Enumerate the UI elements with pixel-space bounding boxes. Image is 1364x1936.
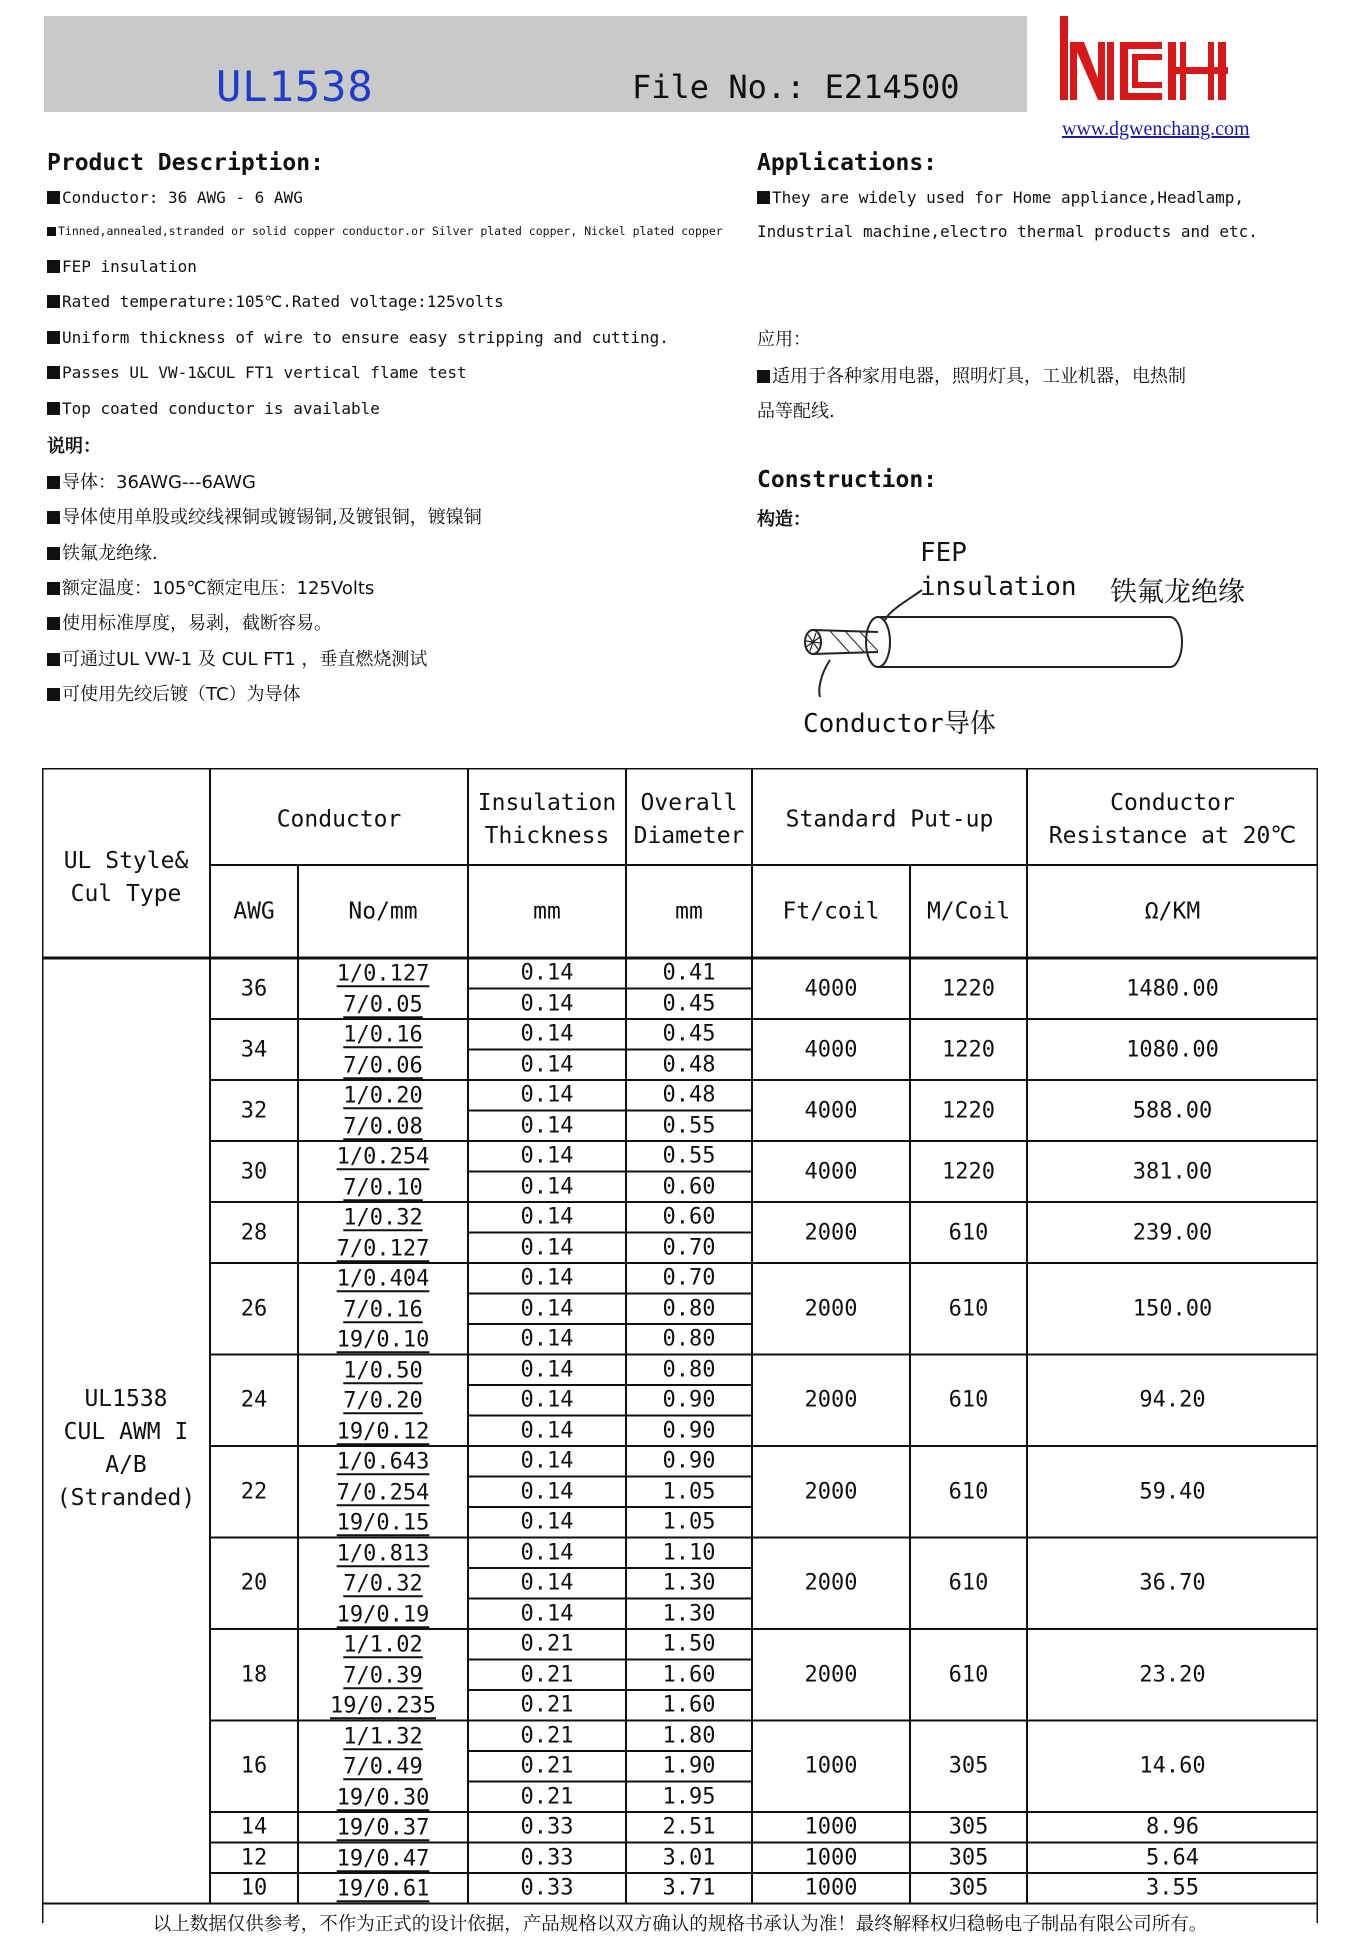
ul-style-label: UL1538 CUL AWM I A/B (Stranded) bbox=[56, 1385, 196, 1511]
strand-cell: 7/0.254 bbox=[336, 1480, 430, 1505]
insulation-cell: 0.14 bbox=[520, 1601, 574, 1627]
strand-cell: 19/0.12 bbox=[336, 1419, 430, 1444]
insulation-cell: 0.14 bbox=[520, 1265, 574, 1291]
diameter-cell: 1.05 bbox=[662, 1509, 716, 1535]
col-header-resistance: Conductor Resistance at 20℃ bbox=[1048, 790, 1297, 849]
resistance-cell: 3.55 bbox=[1146, 1875, 1199, 1901]
strand-cell: 1/1.02 bbox=[343, 1632, 423, 1658]
strand-cell: 7/0.127 bbox=[336, 1236, 430, 1261]
insulation-cell: 0.21 bbox=[520, 1692, 574, 1718]
diameter-cell: 0.60 bbox=[662, 1174, 716, 1200]
mcoil-cell: 305 bbox=[948, 1845, 989, 1871]
insulation-cell: 0.14 bbox=[520, 1387, 574, 1413]
insulation-cell: 0.21 bbox=[520, 1631, 574, 1657]
col-header-od-unit: mm bbox=[675, 898, 703, 924]
cn-desc-item: 可使用先绞后镀（TC）为导体 bbox=[47, 680, 301, 706]
strand-cell: 7/0.08 bbox=[343, 1114, 423, 1139]
diameter-cell: 0.48 bbox=[662, 1052, 716, 1078]
diameter-cell: 0.90 bbox=[662, 1418, 716, 1444]
applications-text: They are widely used for Home appliance,Headlamp, bbox=[757, 188, 1244, 207]
mcoil-cell: 1220 bbox=[942, 976, 995, 1001]
mcoil-cell: 1220 bbox=[942, 1037, 995, 1062]
strand-cell: 7/0.10 bbox=[343, 1175, 423, 1200]
disclaimer-note: 以上数据仅供参考，不作为正式的设计依据，产品规格以双方确认的规格书承认为准！最终解释权归稳畅电子制品有限公司所有。 bbox=[152, 1913, 1208, 1935]
diameter-cell: 1.05 bbox=[662, 1479, 716, 1505]
wire-construction-diagram bbox=[790, 575, 1210, 710]
insulation-cell: 0.14 bbox=[520, 1204, 574, 1230]
diameter-cell: 1.60 bbox=[662, 1662, 716, 1688]
desc-item: Top coated conductor is available bbox=[47, 399, 380, 418]
insulation-cell: 0.21 bbox=[520, 1723, 574, 1749]
mcoil-cell: 610 bbox=[948, 1220, 989, 1245]
strand-cell: 1/0.20 bbox=[343, 1083, 423, 1109]
diameter-cell: 0.48 bbox=[662, 1082, 716, 1108]
diameter-cell: 3.01 bbox=[662, 1845, 716, 1871]
insulation-label: insulation bbox=[920, 572, 1077, 602]
mcoil-cell: 305 bbox=[948, 1753, 989, 1779]
strand-cell: 7/0.49 bbox=[343, 1754, 423, 1780]
col-header-overall: Overall Diameter bbox=[633, 790, 745, 849]
insulation-cell: 0.14 bbox=[520, 1082, 574, 1108]
mcoil-cell: 610 bbox=[948, 1570, 989, 1596]
strand-cell: 7/0.32 bbox=[343, 1571, 423, 1597]
ftcoil-cell: 2000 bbox=[804, 1570, 858, 1596]
cn-desc-item: 额定温度：105℃额定电压：125Volts bbox=[47, 574, 374, 600]
strand-cell: 19/0.37 bbox=[336, 1815, 430, 1841]
desc-item: Uniform thickness of wire to ensure easy stripping and cutting. bbox=[47, 328, 669, 347]
ftcoil-cell: 4000 bbox=[804, 976, 858, 1001]
insulation-cell: 0.14 bbox=[520, 1021, 574, 1047]
resistance-cell: 59.40 bbox=[1139, 1479, 1206, 1505]
strand-cell: 7/0.39 bbox=[343, 1663, 423, 1688]
strand-cell: 19/0.47 bbox=[336, 1846, 430, 1871]
ftcoil-cell: 1000 bbox=[804, 1753, 858, 1779]
awg-cell: 16 bbox=[240, 1753, 268, 1779]
awg-cell: 34 bbox=[240, 1037, 268, 1062]
insulation-cell: 0.14 bbox=[520, 1540, 574, 1566]
resistance-cell: 381.00 bbox=[1132, 1159, 1213, 1184]
cn-description-title: 说明： bbox=[47, 436, 101, 457]
diameter-cell: 0.80 bbox=[662, 1357, 716, 1383]
diameter-cell: 1.60 bbox=[662, 1692, 716, 1718]
desc-item: Conductor: 36 AWG - 6 AWG bbox=[47, 188, 303, 207]
applications-text: Industrial machine,electro thermal products and etc. bbox=[757, 222, 1258, 241]
diameter-cell: 1.90 bbox=[662, 1753, 716, 1779]
insulation-cell: 0.14 bbox=[520, 1143, 574, 1169]
diameter-cell: 0.70 bbox=[662, 1265, 716, 1291]
strand-cell: 19/0.235 bbox=[330, 1693, 436, 1719]
awg-cell: 14 bbox=[240, 1814, 268, 1840]
fep-label: FEP bbox=[920, 538, 967, 568]
diameter-cell: 0.55 bbox=[662, 1143, 716, 1169]
awg-cell: 26 bbox=[240, 1296, 268, 1322]
cn-desc-item: 导体使用单股或绞线裸铜或镀锡铜,及镀银铜，镀镍铜 bbox=[47, 503, 482, 529]
resistance-cell: 94.20 bbox=[1139, 1387, 1206, 1413]
strand-cell: 1/0.643 bbox=[336, 1449, 430, 1475]
diameter-cell: 0.45 bbox=[662, 1021, 716, 1047]
diameter-cell: 0.80 bbox=[662, 1326, 716, 1352]
awg-cell: 20 bbox=[240, 1570, 268, 1596]
cn-desc-item: 导体：36AWG---6AWG bbox=[47, 468, 256, 494]
mcoil-cell: 610 bbox=[948, 1387, 989, 1413]
construction-title: Construction: bbox=[757, 467, 938, 493]
insulation-cell: 0.14 bbox=[520, 1479, 574, 1505]
cn-construction-title: 构造： bbox=[757, 509, 811, 530]
insulation-cell: 0.14 bbox=[520, 1570, 574, 1596]
insulation-cell: 0.14 bbox=[520, 1448, 574, 1474]
insulation-cell: 0.33 bbox=[520, 1814, 574, 1840]
strand-cell: 19/0.30 bbox=[336, 1785, 430, 1810]
col-header-style: UL Style& Cul Type bbox=[63, 848, 189, 907]
insulation-cell: 0.14 bbox=[520, 1113, 574, 1139]
applications-title: Applications: bbox=[757, 150, 938, 176]
diameter-cell: 0.55 bbox=[662, 1113, 716, 1139]
desc-item: Rated temperature:105℃.Rated voltage:125volts bbox=[47, 292, 504, 311]
col-header-awg: AWG bbox=[233, 898, 275, 924]
file-number: File No.: E214500 bbox=[632, 68, 960, 106]
col-header-nomm: No/mm bbox=[348, 898, 418, 924]
ftcoil-cell: 4000 bbox=[804, 1098, 858, 1123]
strand-cell: 7/0.05 bbox=[343, 992, 423, 1017]
awg-cell: 28 bbox=[240, 1220, 268, 1245]
diameter-cell: 2.51 bbox=[662, 1814, 716, 1840]
ftcoil-cell: 2000 bbox=[804, 1662, 858, 1688]
awg-cell: 10 bbox=[240, 1875, 268, 1901]
diameter-cell: 0.80 bbox=[662, 1296, 716, 1322]
mcoil-cell: 610 bbox=[948, 1662, 989, 1688]
spec-table bbox=[42, 768, 1318, 1923]
col-header-mcoil: M/Coil bbox=[926, 898, 1011, 924]
strand-cell: 1/0.127 bbox=[336, 961, 430, 987]
ftcoil-cell: 2000 bbox=[804, 1220, 858, 1245]
insulation-cell: 0.21 bbox=[520, 1784, 574, 1810]
resistance-cell: 239.00 bbox=[1132, 1220, 1213, 1245]
diameter-cell: 0.90 bbox=[662, 1387, 716, 1413]
ftcoil-cell: 2000 bbox=[804, 1387, 858, 1413]
insulation-cell: 0.33 bbox=[520, 1845, 574, 1871]
ftcoil-cell: 4000 bbox=[804, 1159, 858, 1184]
diameter-cell: 0.70 bbox=[662, 1235, 716, 1261]
cn-desc-item: 使用标准厚度，易剥，截断容易。 bbox=[47, 609, 332, 635]
desc-item: Tinned,annealed,stranded or solid copper conductor.or Silver plated copper, Nickel plated copper bbox=[47, 224, 723, 238]
awg-cell: 36 bbox=[240, 976, 268, 1001]
strand-cell: 7/0.16 bbox=[343, 1297, 423, 1322]
diameter-cell: 1.80 bbox=[662, 1723, 716, 1749]
resistance-cell: 5.64 bbox=[1146, 1845, 1199, 1871]
strand-cell: 1/0.50 bbox=[343, 1358, 423, 1383]
awg-cell: 22 bbox=[240, 1479, 268, 1505]
diameter-cell: 1.30 bbox=[662, 1601, 716, 1627]
mcoil-cell: 305 bbox=[948, 1814, 989, 1840]
insulation-cell: 0.33 bbox=[520, 1875, 574, 1901]
resistance-cell: 8.96 bbox=[1146, 1814, 1199, 1840]
strand-cell: 19/0.61 bbox=[336, 1876, 430, 1902]
product-description-title: Product Description: bbox=[47, 150, 324, 176]
diameter-cell: 3.71 bbox=[662, 1875, 716, 1901]
insulation-cell: 0.21 bbox=[520, 1753, 574, 1779]
ftcoil-cell: 1000 bbox=[804, 1845, 858, 1871]
conductor-label: Conductor导体 bbox=[803, 709, 996, 739]
insulation-cell: 0.21 bbox=[520, 1662, 574, 1688]
insulation-cell: 0.14 bbox=[520, 1235, 574, 1261]
diameter-cell: 0.41 bbox=[662, 960, 716, 986]
ftcoil-cell: 2000 bbox=[804, 1296, 858, 1322]
diameter-cell: 1.95 bbox=[662, 1784, 716, 1810]
desc-item: FEP insulation bbox=[47, 257, 197, 276]
website-link[interactable]: www.dgwenchang.com bbox=[1062, 118, 1250, 140]
diameter-cell: 1.10 bbox=[662, 1540, 716, 1566]
mcoil-cell: 1220 bbox=[942, 1098, 995, 1123]
insulation-cn-label: 铁氟龙绝缘 bbox=[1110, 577, 1245, 608]
resistance-cell: 1080.00 bbox=[1126, 1037, 1219, 1062]
mcoil-cell: 305 bbox=[948, 1875, 989, 1901]
ftcoil-cell: 2000 bbox=[804, 1479, 858, 1505]
strand-cell: 1/0.254 bbox=[336, 1144, 430, 1170]
col-header-ins-unit: mm bbox=[533, 898, 561, 924]
insulation-cell: 0.14 bbox=[520, 1174, 574, 1200]
diameter-cell: 1.50 bbox=[662, 1631, 716, 1657]
mcoil-cell: 610 bbox=[948, 1479, 989, 1505]
col-header-ftcoil: Ft/coil bbox=[782, 898, 880, 924]
resistance-cell: 23.20 bbox=[1139, 1662, 1206, 1688]
mcoil-cell: 610 bbox=[948, 1296, 989, 1322]
resistance-cell: 588.00 bbox=[1132, 1098, 1213, 1123]
cn-applications-text: 品等配线. bbox=[757, 401, 835, 422]
insulation-cell: 0.14 bbox=[520, 991, 574, 1017]
awg-cell: 32 bbox=[240, 1098, 268, 1123]
insulation-cell: 0.14 bbox=[520, 1326, 574, 1352]
resistance-cell: 1480.00 bbox=[1126, 976, 1219, 1001]
ftcoil-cell: 1000 bbox=[804, 1814, 858, 1840]
insulation-cell: 0.14 bbox=[520, 1357, 574, 1383]
col-header-putup: Standard Put-up bbox=[785, 806, 994, 833]
awg-cell: 30 bbox=[240, 1159, 268, 1184]
insulation-cell: 0.14 bbox=[520, 1509, 574, 1535]
col-header-ohm: Ω/KM bbox=[1144, 898, 1201, 924]
cn-desc-item: 可通过UL VW-1 及 CUL FT1 ，垂直燃烧测试 bbox=[47, 645, 427, 671]
insulation-cell: 0.14 bbox=[520, 1052, 574, 1078]
strand-cell: 19/0.10 bbox=[336, 1327, 430, 1353]
resistance-cell: 150.00 bbox=[1132, 1296, 1213, 1322]
model-title: UL1538 bbox=[216, 62, 374, 111]
cn-desc-item: 铁氟龙绝缘. bbox=[47, 539, 158, 565]
strand-cell: 1/0.16 bbox=[343, 1022, 423, 1048]
insulation-cell: 0.14 bbox=[520, 1418, 574, 1444]
strand-cell: 7/0.06 bbox=[343, 1053, 423, 1078]
mcoil-cell: 1220 bbox=[942, 1159, 995, 1184]
insulation-cell: 0.14 bbox=[520, 960, 574, 986]
diameter-cell: 0.60 bbox=[662, 1204, 716, 1230]
strand-cell: 7/0.20 bbox=[343, 1388, 423, 1414]
awg-cell: 12 bbox=[240, 1845, 268, 1871]
cn-applications-title: 应用： bbox=[757, 329, 811, 350]
strand-cell: 19/0.19 bbox=[336, 1602, 430, 1627]
diameter-cell: 1.30 bbox=[662, 1570, 716, 1596]
ftcoil-cell: 4000 bbox=[804, 1037, 858, 1062]
desc-item: Passes UL VW-1&CUL FT1 vertical flame test bbox=[47, 363, 467, 382]
strand-cell: 19/0.15 bbox=[336, 1510, 430, 1536]
resistance-cell: 14.60 bbox=[1139, 1753, 1206, 1779]
insulation-cell: 0.14 bbox=[520, 1296, 574, 1322]
strand-cell: 1/0.32 bbox=[343, 1205, 423, 1231]
strand-cell: 1/0.404 bbox=[336, 1266, 430, 1292]
col-header-conductor: Conductor bbox=[276, 806, 402, 833]
strand-cell: 1/1.32 bbox=[343, 1724, 423, 1749]
ftcoil-cell: 1000 bbox=[804, 1875, 858, 1901]
cn-applications-text: 适用于各种家用电器，照明灯具，工业机器，电热制 bbox=[757, 362, 1186, 388]
awg-cell: 24 bbox=[240, 1387, 268, 1413]
col-header-insulation: Insulation Thickness bbox=[477, 790, 617, 849]
awg-cell: 18 bbox=[240, 1662, 268, 1688]
strand-cell: 1/0.813 bbox=[336, 1541, 430, 1566]
diameter-cell: 0.90 bbox=[662, 1448, 716, 1474]
wch-logo bbox=[1060, 16, 1240, 106]
resistance-cell: 36.70 bbox=[1139, 1570, 1206, 1596]
diameter-cell: 0.45 bbox=[662, 991, 716, 1017]
